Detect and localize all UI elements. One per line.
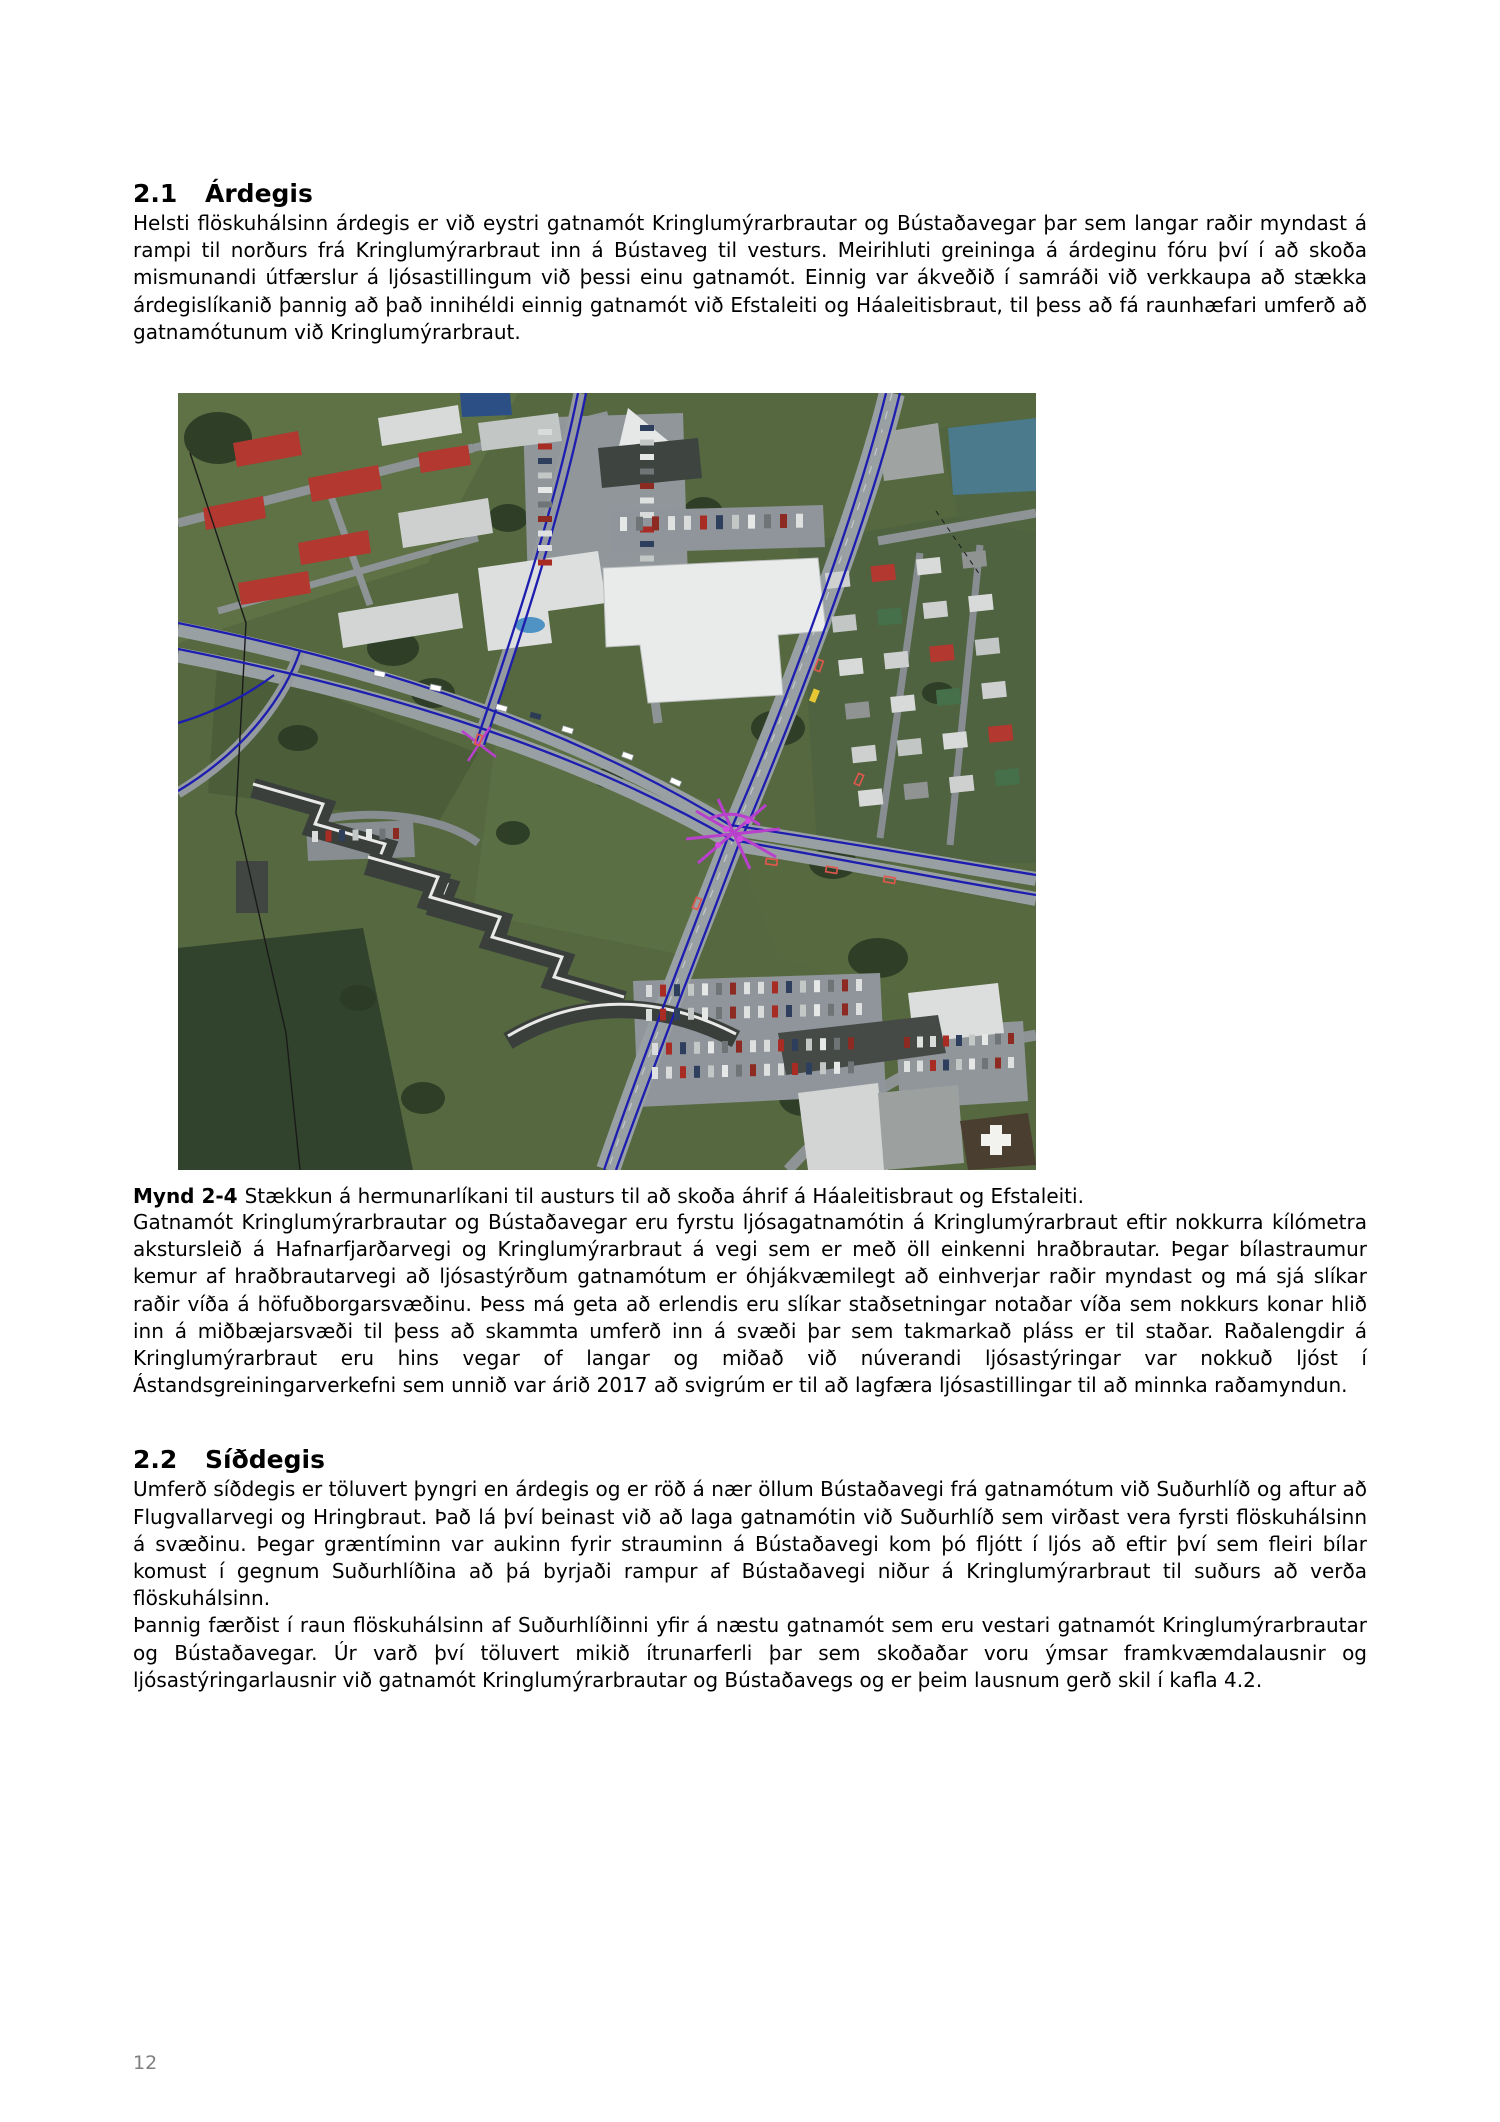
figure-caption: [133, 1183, 1367, 1209]
page-content: [133, 0, 1367, 1694]
section-title: Síðdegis: [205, 1445, 325, 1475]
figure-caption-label: Mynd 2-4: [133, 1184, 238, 1209]
section-heading-ardegis: [133, 177, 1367, 210]
section-number: 2.1: [133, 179, 178, 208]
aerial-simulation-map: [178, 393, 1036, 1170]
paragraph-gatnamot: Gatnamót Kringlumýrarbrautar og Bústaðavegar eru fyrstu ljósagatnamótin á Kringlumýrarbraut eftir nokkurra kílómetra akstursleið á Hafnarfjarðarvegi og Kringlumýrarbraut á vegi sem er með öll einkenni hraðbrautar. Þegar bílastraumur kemur af hraðbrautarvegi að ljósastýrðum gatnamótum er óhjákvæmilegt að einhverjar raðir myndast og má sjá slíkar raðir víða á höfuðborgarsvæðinu. Þess má geta að erlendis eru slíkar staðsetningar notaðar víða sem nokkurs konar hlið inn á miðbæjarsvæði til þess að skammta umferð inn á svæði þar sem takmarkað pláss er til staðar. Raðalengdir á Kringlumýrarbraut eru hins vegar of langar og miðað við núverandi ljósastýringar var nokkuð ljóst í Ástandsgreiningarverkefni sem unnið var árið 2017 að svigrúm er til að lagfæra ljósastillingar til að minnka raðamyndun.: [133, 1210, 1367, 1398]
swimming-pool: [515, 617, 545, 633]
paragraph-siddegis-1: Umferð síðdegis er töluvert þyngri en árdegis og er röð á nær öllum Bústaðavegi frá gatnamótum við Suðurhlíð og aftur að Flugvallarvegi og Hringbraut. Það lá því beinast við að laga gatnamótin við Suðurhlíð sem virðast vera fyrsti flöskuhálsinn á svæðinu. Þegar græntíminn var aukinn fyrir strauminn á Bústaðavegi kom þó fljótt í ljós að eftir því sem fleiri bílar komust í gegnum Suðurhlíðina að þá byrjaði rampur af Bústaðavegi niður á Kringlumýrarbraut til suðurs að verða flöskuhálsinn.: [133, 1477, 1367, 1611]
section-heading-siddegis: [133, 1443, 1367, 1476]
page-number: 12: [133, 2052, 158, 2074]
figure-caption-text: Stækkun á hermunarlíkani til austurs til að skoða áhrif á Háaleitisbraut og Efstaleiti.: [244, 1184, 1084, 1209]
satellite-figure: [178, 393, 1036, 1170]
paragraph-siddegis-2: Þannig færðist í raun flöskuhálsinn af Suðurhlíðinni yfir á næstu gatnamót sem eru vestari gatnamót Kringlumýrarbrautar og Bústaðavegar. Úr varð því töluvert mikið ítrunarferli þar sem skoðaðar voru ýmsar framkvæmdalausnir og ljósastýringarlausnir við gatnamót Kringlumýrarbrautar og Bústaðavegs og er þeim lausnum gerð skil í kafla 4.2.: [133, 1613, 1367, 1692]
section-title: Árdegis: [205, 179, 313, 208]
section-number: 2.2: [133, 1445, 178, 1475]
paragraph-ardegis: Helsti flöskuhálsinn árdegis er við eystri gatnamót Kringlumýrarbrautar og Bústaðavegar þar sem langar raðir myndast á rampi til norðurs frá Kringlumýrarbraut inn á Bústaveg til vesturs. Meirihluti greininga á árdeginu fóru því í að skoða mismunandi útfærslur á ljósastillingum við þessi einu gatnamót. Einnig var ákveðið í samráði við verkkaupa að stækka árdegislíkanið þannig að það innihéldi einnig gatnamót við Efstaleiti og Háaleitisbraut, til þess að fá raunhæfari umferð að gatnamótunum við Kringlumýrarbraut.: [133, 211, 1367, 344]
